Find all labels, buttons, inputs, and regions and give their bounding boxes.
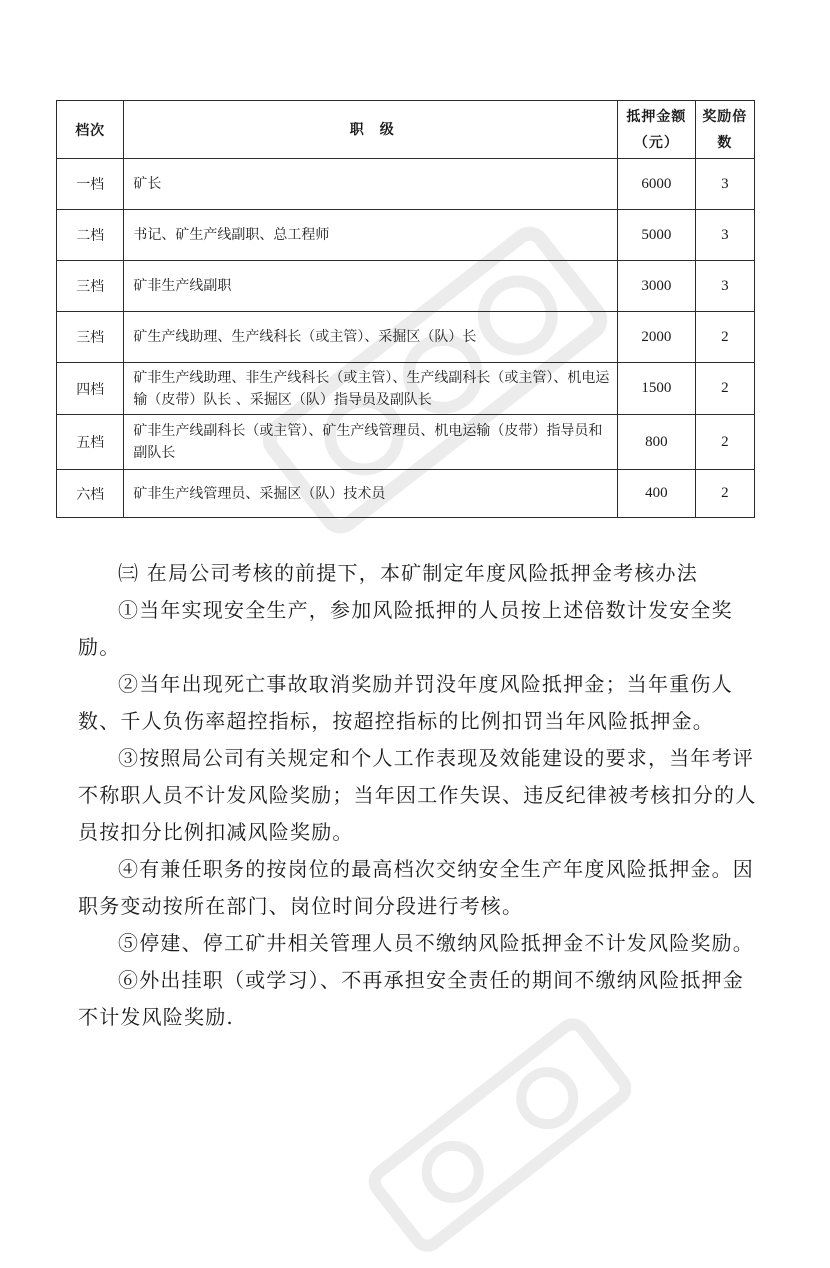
cell-amount: 400 <box>618 470 695 518</box>
rule-paragraph: ①当年实现安全生产，参加风险抵押的人员按上述倍数计发安全奖励。 <box>78 598 733 659</box>
cell-multiplier: 2 <box>695 470 754 518</box>
header-amount: 抵押金额（元） <box>618 101 695 159</box>
cell-rank: 矿非生产线副科长（或主管）、矿生产线管理员、机电运输（皮带）指导员和副队长 <box>124 415 618 470</box>
header-rank: 职 级 <box>124 101 618 159</box>
header-multiplier: 奖励倍数 <box>695 101 754 159</box>
risk-deposit-table <box>56 100 755 518</box>
watermark-graphic-lower <box>353 1002 648 1268</box>
rule-paragraph: ③按照局公司有关规定和个人工作表现及效能建设的要求，当年考评不称职人员不计发风险奖励；当年因工作失误、违反纪律被考核扣分的人员按扣分比例扣减风险奖励。 <box>78 746 757 844</box>
cell-tier: 三档 <box>57 312 124 363</box>
cell-multiplier: 2 <box>695 363 754 415</box>
rule-paragraph: ②当年出现死亡事故取消奖励并罚没年度风险抵押金；当年重伤人数、千人负伤率超控指标，按超控指标的比例扣罚当年风险抵押金。 <box>78 672 733 733</box>
cell-tier: 三档 <box>57 261 124 312</box>
rule-paragraph: ⑤停建、停工矿井相关管理人员不缴纳风险抵押金不计发风险奖励。 <box>118 931 754 955</box>
table-row <box>57 415 755 470</box>
cell-rank: 矿长 <box>124 159 618 210</box>
table-row <box>57 312 755 363</box>
cell-amount: 3000 <box>618 261 695 312</box>
cell-tier: 五档 <box>57 415 124 470</box>
cell-amount: 1500 <box>618 363 695 415</box>
cell-tier: 二档 <box>57 210 124 261</box>
table-header-row <box>57 101 755 159</box>
cell-rank: 矿生产线助理、生产线科长（或主管）、采掘区（队）长 <box>124 312 618 363</box>
cell-amount: 6000 <box>618 159 695 210</box>
table-row <box>57 261 755 312</box>
cell-rank: 矿非生产线管理员、采掘区（队）技术员 <box>124 470 618 518</box>
rule-paragraph: ④有兼任职务的按岗位的最高档次交纳安全生产年度风险抵押金。因职务变动按所在部门、岗位时间分段进行考核。 <box>78 857 754 918</box>
table-row <box>57 470 755 518</box>
cell-tier: 一档 <box>57 159 124 210</box>
assessment-rules-text <box>78 555 758 1036</box>
rule-paragraph: ⑥外出挂职（或学习）、不再承担安全责任的期间不缴纳风险抵押金不计发风险奖励. <box>78 968 744 1029</box>
cell-multiplier: 2 <box>695 415 754 470</box>
cell-amount: 800 <box>618 415 695 470</box>
cell-rank: 矿非生产线助理、非生产线科长（或主管）、生产线副科长（或主管）、机电运输（皮带）队长 、采掘区（队）指导员及副队长 <box>124 363 618 415</box>
cell-amount: 5000 <box>618 210 695 261</box>
cell-multiplier: 3 <box>695 159 754 210</box>
cell-multiplier: 2 <box>695 312 754 363</box>
cell-rank: 书记、矿生产线副职、总工程师 <box>124 210 618 261</box>
section-heading: ㈢ 在局公司考核的前提下，本矿制定年度风险抵押金考核办法 <box>118 561 698 585</box>
cell-rank: 矿非生产线副职 <box>124 261 618 312</box>
cell-tier: 四档 <box>57 363 124 415</box>
header-tier: 档次 <box>57 101 124 159</box>
cell-multiplier: 3 <box>695 210 754 261</box>
table-row <box>57 363 755 415</box>
cell-amount: 2000 <box>618 312 695 363</box>
cell-multiplier: 3 <box>695 261 754 312</box>
cell-tier: 六档 <box>57 470 124 518</box>
table-row <box>57 159 755 210</box>
table-row <box>57 210 755 261</box>
